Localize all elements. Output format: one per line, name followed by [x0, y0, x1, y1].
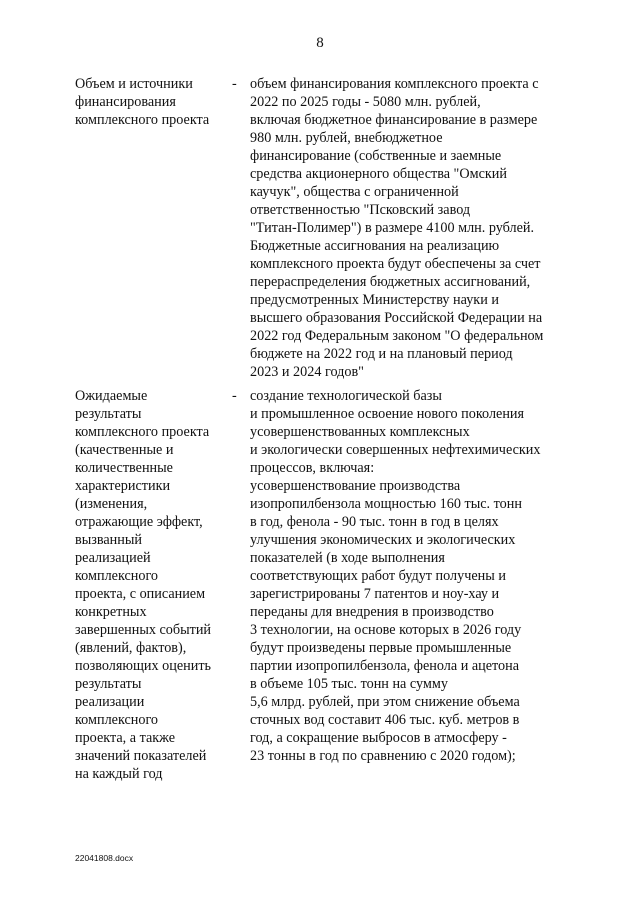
page-number: 8 [316, 35, 324, 51]
label-line: (явлений, фактов), [75, 640, 187, 656]
content-line: показателей (в ходе выполнения [250, 550, 445, 566]
label-line: комплексного проекта [75, 424, 210, 440]
content-line: средства акционерного общества "Омский [250, 166, 507, 182]
content-line: 3 технологии, на основе которых в 2026 году [250, 622, 522, 638]
section-content [250, 75, 580, 381]
label-line: (качественные и [75, 442, 174, 458]
label-line: Ожидаемые [75, 388, 148, 404]
label-line: отражающие эффект, [75, 514, 203, 530]
label-line: характеристики [75, 478, 171, 494]
label-line: комплексного проекта [75, 112, 210, 128]
content-line: 23 тонны в год по сравнению с 2020 годом); [250, 748, 516, 764]
content-line: "Титан-Полимер") в размере 4100 млн. рублей. [250, 220, 535, 236]
content-line: улучшения экономических и экологических [250, 532, 516, 548]
label-line: завершенных событий [75, 622, 212, 638]
section-dash: - [232, 76, 237, 92]
content-line: усовершенствование производства [250, 478, 461, 494]
content-line: будут произведены первые промышленные [250, 640, 512, 656]
label-line: результаты [75, 676, 142, 692]
content-line: ответственностью "Псковский завод [250, 202, 471, 218]
content-line: год, а сокращение выбросов в атмосферу - [250, 730, 507, 746]
section-label [75, 75, 230, 129]
content-line: процессов, включая: [250, 460, 375, 476]
content-line: в год, фенола - 90 тыс. тонн в год в целях [250, 514, 499, 530]
content-line: партии изопропилбензола, фенола и ацетона [250, 658, 520, 674]
label-line: значений показателей [75, 748, 207, 764]
content-line: 2022 по 2025 годы - 5080 млн. рублей, [250, 94, 481, 110]
content-line: предусмотренных Министерству науки и [250, 292, 499, 308]
content-line: создание технологической базы [250, 388, 442, 404]
content-line: бюджете на 2022 год и на плановый период [250, 346, 513, 362]
content-line: финансирование (собственные и заемные [250, 148, 502, 164]
section-content [250, 387, 580, 765]
content-line: и промышленное освоение нового поколения [250, 406, 525, 422]
content-line: изопропилбензола мощностью 160 тыс. тонн [250, 496, 522, 512]
label-line: конкретных [75, 604, 147, 620]
label-line: на каждый год [75, 766, 163, 782]
content-line: включая бюджетное финансирование в размере [250, 112, 538, 128]
label-line: вызванный [75, 532, 142, 548]
footer-filename: 22041808.docx [75, 853, 134, 863]
content-line: сточных вод составит 406 тыс. куб. метров в [250, 712, 520, 728]
content-line: соответствующих работ будут получены и [250, 568, 506, 584]
content-line: комплексного проекта будут обеспечены за счет [250, 256, 541, 272]
section-label [75, 387, 230, 783]
label-line: проекта, с описанием [75, 586, 206, 602]
content-line: переданы для внедрения в производство [250, 604, 494, 620]
content-line: перераспределения бюджетных ассигнований, [250, 274, 531, 290]
content-line: 2023 и 2024 годов" [250, 364, 364, 380]
content-line: высшего образования Российской Федерации на [250, 310, 543, 326]
label-line: Объем и источники [75, 76, 193, 92]
content-line: зарегистрированы 7 патентов и ноу-хау и [250, 586, 500, 602]
label-line: финансирования [75, 94, 176, 110]
label-line: (изменения, [75, 496, 148, 512]
content-line: Бюджетные ассигнования на реализацию [250, 238, 500, 254]
label-line: результаты [75, 406, 142, 422]
label-line: реализации [75, 694, 145, 710]
label-line: комплексного [75, 568, 159, 584]
content-line: каучук", общества с ограниченной [250, 184, 459, 200]
section-dash: - [232, 388, 237, 404]
content-line: усовершенствованных комплексных [250, 424, 470, 440]
label-line: количественные [75, 460, 173, 476]
content-line: объем финансирования комплексного проекта с [250, 76, 539, 92]
content-line: 5,6 млрд. рублей, при этом снижение объема [250, 694, 520, 710]
label-line: реализацией [75, 550, 151, 566]
content-line: в объеме 105 тыс. тонн на сумму [250, 676, 448, 692]
label-line: проекта, а также [75, 730, 176, 746]
content-line: и экологически совершенных нефтехимических [250, 442, 541, 458]
label-line: комплексного [75, 712, 159, 728]
label-line: позволяющих оценить [75, 658, 212, 674]
content-line: 980 млн. рублей, внебюджетное [250, 130, 443, 146]
content-line: 2022 год Федеральным законом "О федеральном [250, 328, 544, 344]
